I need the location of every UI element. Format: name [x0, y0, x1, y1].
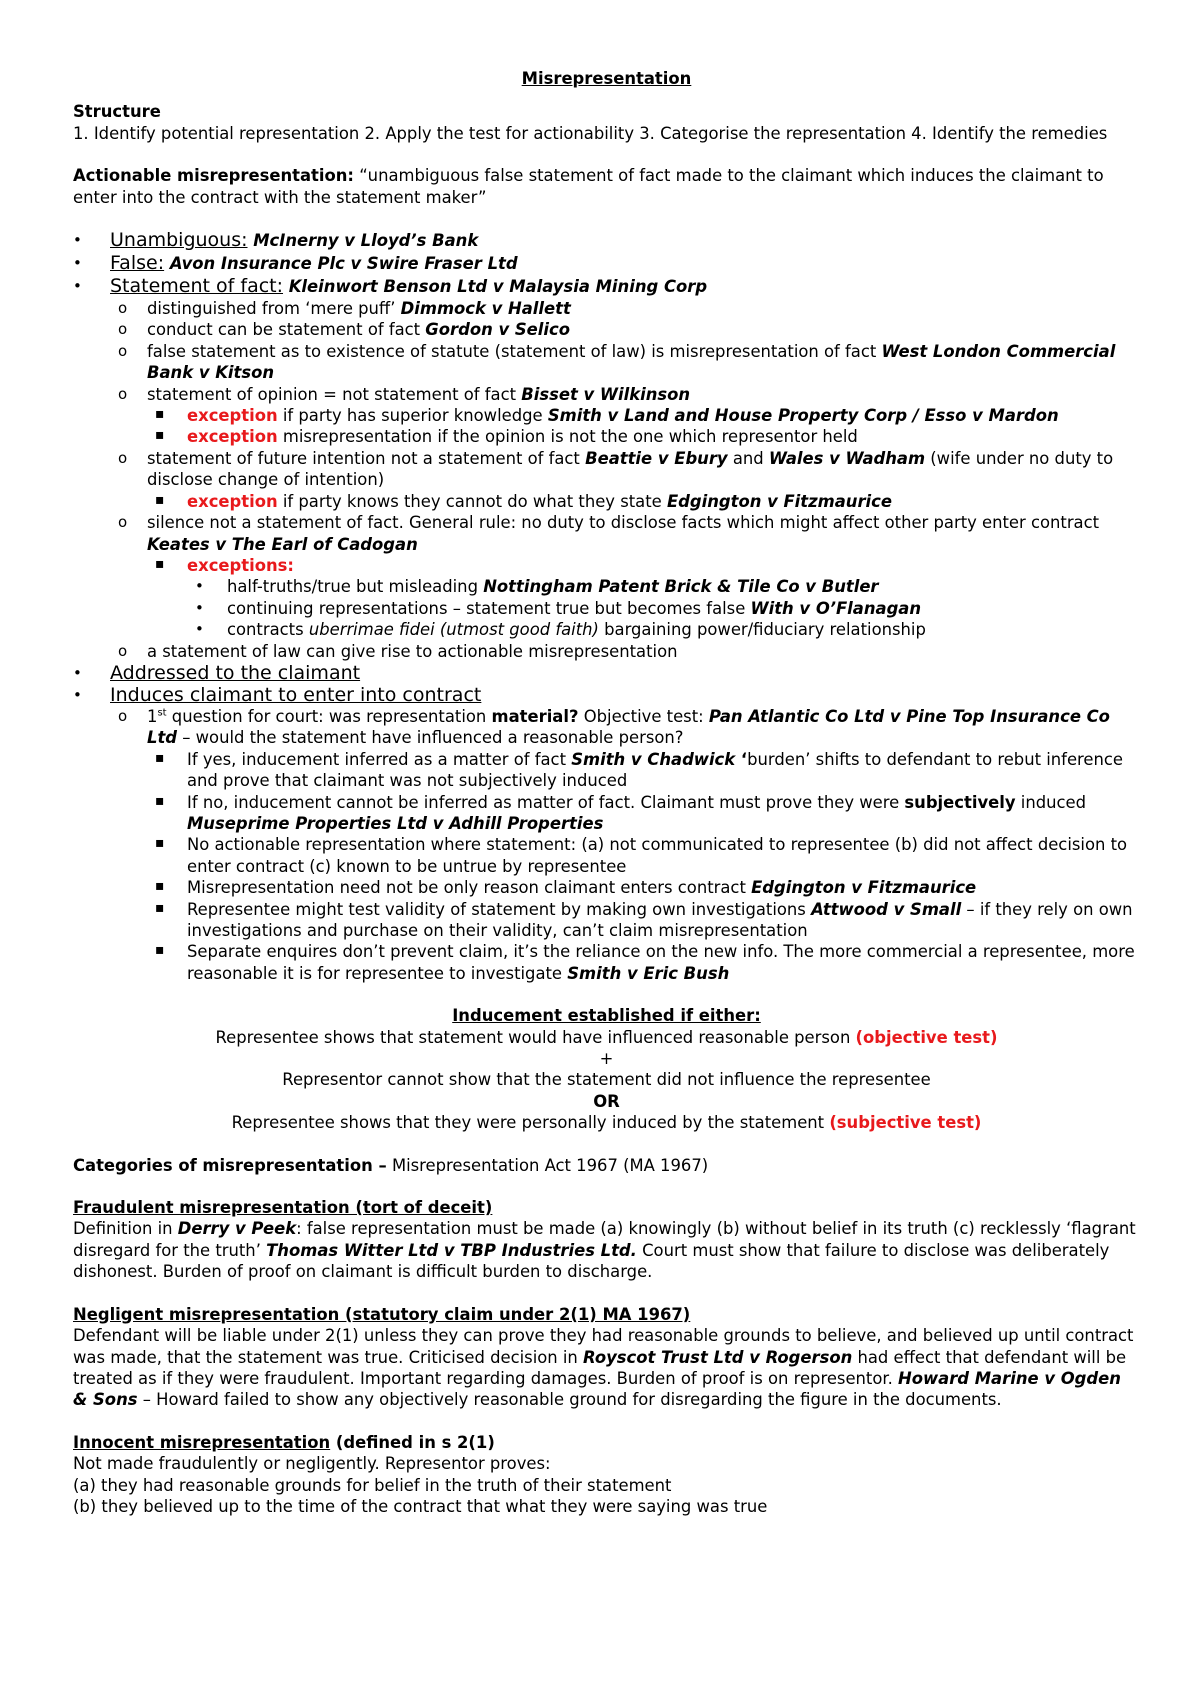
innocent-line: (a) they had reasonable grounds for belief in the truth of their statement [73, 1475, 672, 1495]
categories-heading: Categories of misrepresentation – Misrepresentation Act 1967 (MA 1967) [73, 1155, 709, 1175]
inducement-box [73, 1005, 1140, 1133]
list-item: ▪ Misrepresentation need not be only reason claimant enters contract Edgington v Fitzmaurice [147, 877, 1140, 898]
list-item: • Addressed to the claimant [73, 662, 1140, 684]
list-item: • continuing representations – statement true but becomes false With v O’Flanagan [187, 598, 1140, 619]
list-item: ▪ exception if party has superior knowledge Smith v Land and House Property Corp / Esso v Mardon [147, 405, 1140, 426]
list-item: o statement of future intention not a statement of fact Beattie v Ebury and Wales v Wadham (wife under no duty to disclose change of intention) ▪ exception if party knows they cannot do what they state Edgington v Fitzmaurice [110, 448, 1140, 512]
list-item: o a statement of law can give rise to actionable misrepresentation [110, 641, 1140, 662]
list-item: • Unambiguous: McInerny v Lloyd’s Bank [73, 229, 1140, 252]
actionable-definition: Actionable misrepresentation: “unambiguous false statement of fact made to the claimant which induces the claimant to enter into the contract with the statement maker” [73, 166, 1104, 207]
list-item: ▪ If no, inducement cannot be inferred as matter of fact. Claimant must prove they were subjectively induced Museprime Properties Ltd v Adhill Properties [147, 792, 1140, 835]
list-item: o statement of opinion = not statement of fact Bisset v Wilkinson ▪ exception if party has superior knowledge Smith v Land and House Property Corp / Esso v Mardon ▪ exception misrepresentation if the opinion is not the one which representor held [110, 384, 1140, 448]
list-item: ▪ Separate enquires don’t prevent claim, it’s the reliance on the new info. The more commercial a representee, more reasonable it is for representee to investigate Smith v Eric Bush [147, 941, 1140, 984]
list-item: ▪ exception misrepresentation if the opinion is not the one which representor held [147, 426, 1140, 447]
list-item: o false statement as to existence of statute (statement of law) is misrepresentation of fact West London Commercial Bank v Kitson [110, 341, 1140, 384]
list-item: ▪ Representee might test validity of statement by making own investigations Attwood v Small – if they rely on own investigations and purchase on their validity, can’t claim misrepresentation [147, 899, 1140, 942]
inducement-line: Representor cannot show that the statement did not influence the representee [282, 1070, 931, 1090]
list-item: ▪ exceptions: • half-truths/true but misleading Nottingham Patent Brick & Tile Co v Butler • continuing representations – statement true but becomes false With v O’Flanagan • contracts uberrimae fidei (utmost good faith) bargaining power/fiduciary relationship [147, 555, 1140, 641]
list-item: • False: Avon Insurance Plc v Swire Fraser Ltd [73, 252, 1140, 275]
list-item: • Induces claimant to enter into contract o 1st question for court: was representation material? Objective test: Pan Atlantic Co Ltd v Pine Top Insurance Co Ltd – would the statement have influenced a reasonable person? ▪ If yes, inducement inferred as a matter of fact Smith v Chadwick ‘burden’ shifts to defendant to rebut inference and prove that claimant was not subjectively induced ▪ If no, inducement cannot be inferred as matter of fact. Claimant must prove they were subjectively induced Museprime Properties Ltd v Adhill Properties ▪ No actionable representation where statement: (a) not communicated to representee (b) did not affect decision to enter contract (c) known to be untrue by representee ▪ Misrepresentation need not be only reason claimant enters contract Edgington v Fitzmaurice ▪ Representee might test validity of statement by making own investigations Attwood v Small – if they rely on own investigations and purchase on their validity, can’t claim misrepresentation ▪ Separate enquires don’t prevent claim, it’s the reliance on the new info. The more commercial a representee, more reasonable it is for representee to investigate Smith v Eric Bush [73, 684, 1140, 984]
list-item: o 1st question for court: was representation material? Objective test: Pan Atlantic Co Ltd v Pine Top Insurance Co Ltd – would the statement have influenced a reasonable person? ▪ If yes, inducement inferred as a matter of fact Smith v Chadwick ‘burden’ shifts to defendant to rebut inference and prove that claimant was not subjectively induced ▪ If no, inducement cannot be inferred as matter of fact. Claimant must prove they were subjectively induced Museprime Properties Ltd v Adhill Properties ▪ No actionable representation where statement: (a) not communicated to representee (b) did not affect decision to enter contract (c) known to be untrue by representee ▪ Misrepresentation need not be only reason claimant enters contract Edgington v Fitzmaurice ▪ Representee might test validity of statement by making own investigations Attwood v Small – if they rely on own investigations and purchase on their validity, can’t claim misrepresentation ▪ Separate enquires don’t prevent claim, it’s the reliance on the new info. The more commercial a representee, more reasonable it is for representee to investigate Smith v Eric Bush [110, 706, 1140, 984]
list-item: • contracts uberrimae fidei (utmost good faith) bargaining power/fiduciary relationship [187, 619, 1140, 640]
list-item: o distinguished from ‘mere puff’ Dimmock v Hallett [110, 298, 1140, 319]
list-item: o conduct can be statement of fact Gordon v Selico [110, 319, 1140, 340]
list-item: ▪ No actionable representation where statement: (a) not communicated to representee (b) did not affect decision to enter contract (c) known to be untrue by representee [147, 834, 1140, 877]
inducement-line: Representee shows that statement would have influenced reasonable person (objective test) [215, 1027, 998, 1047]
structure-heading: Structure [73, 102, 161, 122]
fraud-text: Definition in Derry v Peek: false representation must be made (a) knowingly (b) without belief in its truth (c) recklessly ‘flagrant disregard for the truth’ Thomas Witter Ltd v TBP Industries Ltd. Court must show that failure to disclose was deliberately dishonest. Burden of proof on claimant is difficult burden to discharge. [73, 1219, 1136, 1282]
page-title: Misrepresentation [521, 69, 692, 88]
elements-list [73, 229, 1140, 984]
innocent-line: (b) they believed up to the time of the contract that what they were saying was true [73, 1496, 768, 1516]
list-item: ▪ If yes, inducement inferred as a matter of fact Smith v Chadwick ‘burden’ shifts to defendant to rebut inference and prove that claimant was not subjectively induced [147, 749, 1140, 792]
list-item: • Statement of fact: Kleinwort Benson Ltd v Malaysia Mining Corp o distinguished from ‘mere puff’ Dimmock v Hallett o conduct can be statement of fact Gordon v Selico o false statement as to existence of statute (statement of law) is misrepresentation of fact West London Commercial Bank v Kitson o statement of opinion = not statement of fact Bisset v Wilkinson ▪ exception if party has superior knowledge Smith v Land and House Property Corp / Esso v Mardon ▪ exception misrepresentation if the opinion is not the one which representor held o statement of future intention not a statement of fact Beattie v Ebury and Wales v Wadham (wife under no duty to disclose change of intention) ▪ exception if party knows they cannot do what they state Edgington v Fitzmaurice o silence not a statement of fact. General rule: no duty to disclose facts which might affect other party enter contract Keates v The Earl of Cadogan ▪ exceptions: • half-truths/true but misleading Nottingham Patent Brick & Tile Co v Butler • continuing representations – statement true but becomes false With v O’Flanagan • contracts uberrimae fidei (utmost good faith) bargaining power/fiduciary relationship o a statement of law can give rise to actionable misrepresentation [73, 275, 1140, 662]
structure-text: 1. Identify potential representation 2. Apply the test for actionability 3. Categorise the representation 4. Identify the remedies [73, 123, 1108, 143]
negligent-heading: Negligent misrepresentation (statutory claim under 2(1) MA 1967) [73, 1304, 691, 1324]
negligent-text: Defendant will be liable under 2(1) unless they can prove they had reasonable grounds to believe, and believed up until contract was made, that the statement was true. Criticised decision in Royscot Trust Ltd v Rogerson had effect that defendant will be treated as if they were fraudulent. Important regarding damages. Burden of proof is on representor. Howard Marine v Ogden & Sons – Howard failed to show any objectively reasonable ground for disregarding the figure in the documents. [73, 1326, 1134, 1410]
inducement-heading: Inducement established if either: [452, 1006, 761, 1026]
list-item: • half-truths/true but misleading Nottingham Patent Brick & Tile Co v Butler [187, 576, 1140, 597]
list-item: o silence not a statement of fact. General rule: no duty to disclose facts which might affect other party enter contract Keates v The Earl of Cadogan ▪ exceptions: • half-truths/true but misleading Nottingham Patent Brick & Tile Co v Butler • continuing representations – statement true but becomes false With v O’Flanagan • contracts uberrimae fidei (utmost good faith) bargaining power/fiduciary relationship [110, 512, 1140, 640]
innocent-heading: Innocent misrepresentation (defined in s 2(1) [73, 1432, 495, 1452]
innocent-line: Not made fraudulently or negligently. Representor proves: [73, 1454, 551, 1474]
fraud-heading: Fraudulent misrepresentation (tort of deceit) [73, 1198, 493, 1218]
inducement-plus: + [599, 1049, 614, 1069]
inducement-line: Representee shows that they were personally induced by the statement (subjective test) [231, 1113, 982, 1133]
inducement-or: OR [593, 1091, 620, 1111]
list-item: ▪ exception if party knows they cannot do what they state Edgington v Fitzmaurice [147, 491, 1140, 512]
